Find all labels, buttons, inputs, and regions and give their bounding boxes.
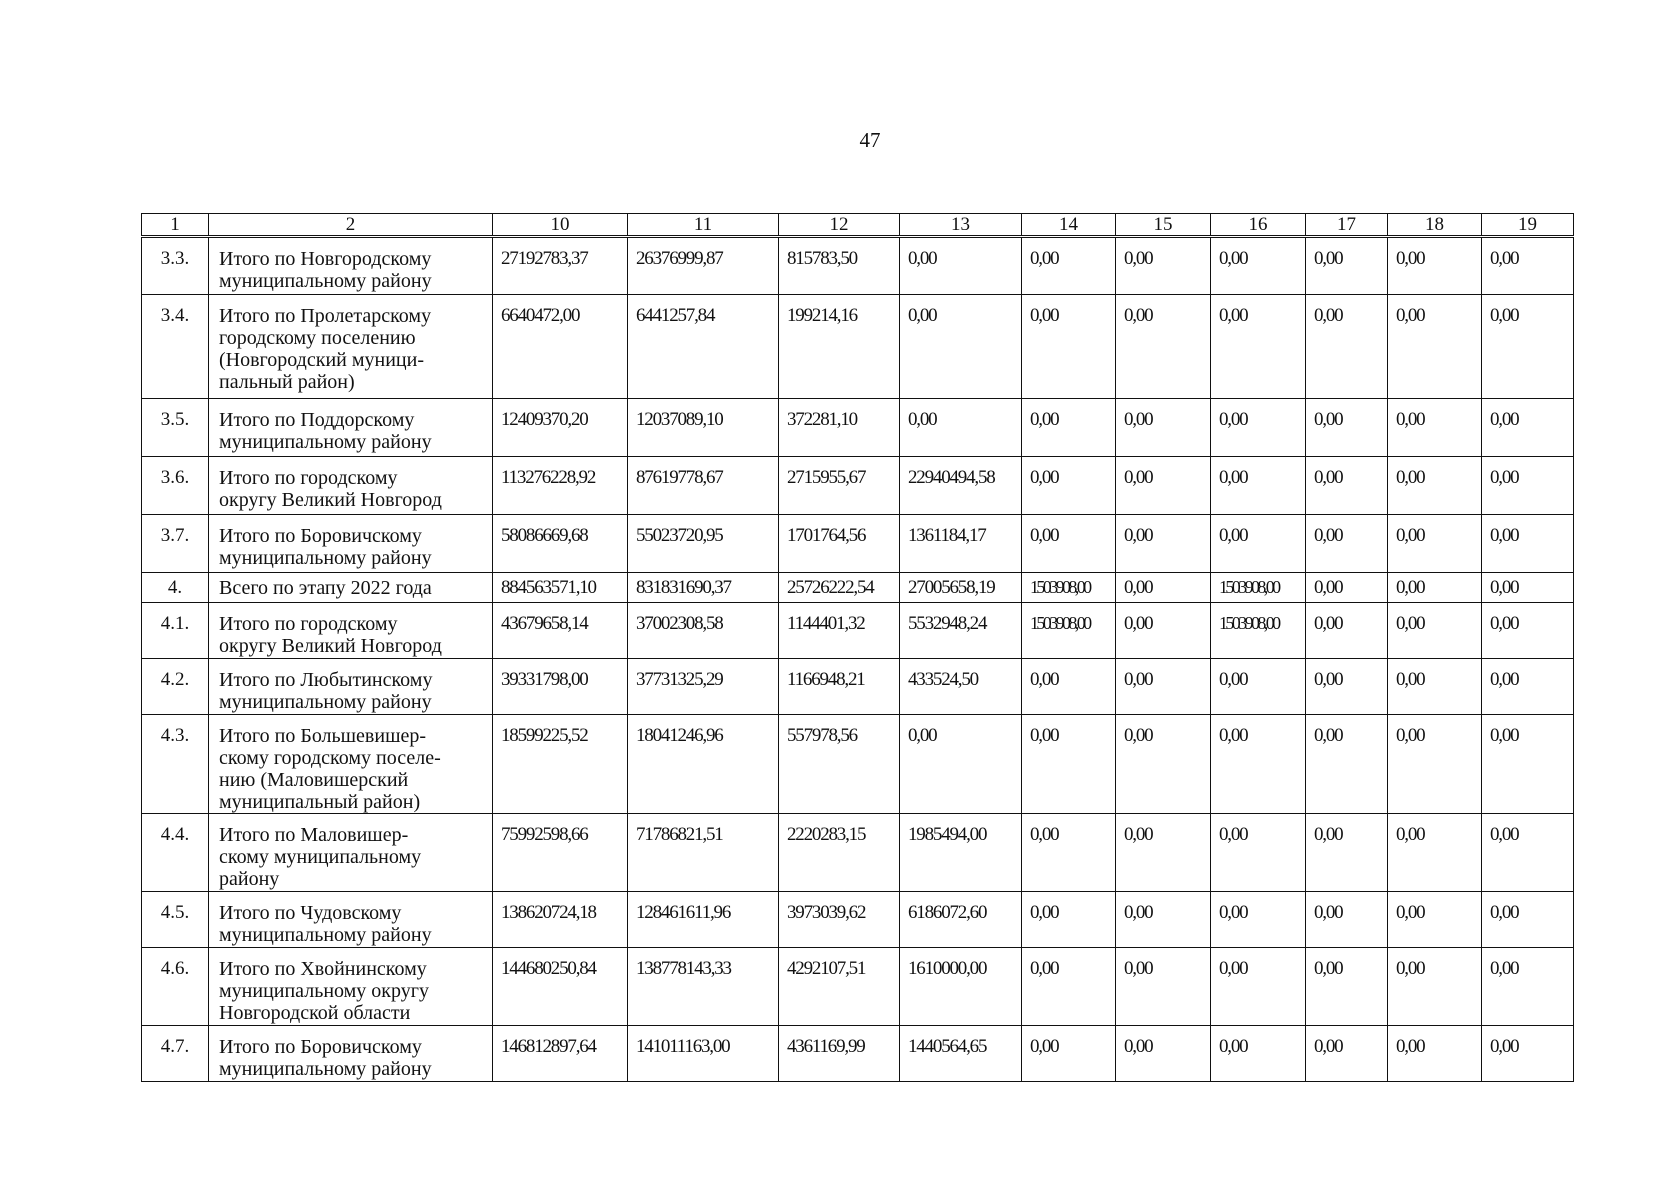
column-header: 16: [1211, 214, 1306, 237]
value-cell: 2715955,67: [779, 457, 900, 515]
value-cell: 0,00: [1211, 295, 1306, 399]
table-body: [142, 237, 1574, 1082]
row-number: 3.3.: [142, 237, 209, 295]
value-cell: 0,00: [1022, 1026, 1116, 1082]
column-header: 13: [900, 214, 1022, 237]
value-cell: 1144401,32: [779, 603, 900, 659]
value-cell: 884563571,10: [493, 573, 628, 603]
value-cell: 0,00: [1116, 603, 1211, 659]
row-number: 3.5.: [142, 399, 209, 457]
value-cell: 0,00: [1482, 1026, 1574, 1082]
value-cell: 0,00: [1022, 237, 1116, 295]
value-cell: 831831690,37: [628, 573, 779, 603]
row-name-line: скому городскому поселе-: [219, 747, 441, 769]
value-cell: 12037089,10: [628, 399, 779, 457]
value-cell: 0,00: [1306, 715, 1388, 814]
value-cell: 0,00: [1482, 515, 1574, 573]
value-cell: 0,00: [900, 399, 1022, 457]
column-header: 11: [628, 214, 779, 237]
value-cell: 0,00: [1388, 237, 1482, 295]
value-cell: 1503908,00: [1022, 603, 1116, 659]
value-cell: 0,00: [1116, 948, 1211, 1026]
row-name-line: Итого по Большевишер-: [219, 725, 427, 747]
value-cell: 3973039,62: [779, 892, 900, 948]
value-cell: 0,00: [1482, 573, 1574, 603]
row-name: [209, 892, 493, 948]
table-row: [142, 948, 1574, 1026]
value-cell: 0,00: [1022, 892, 1116, 948]
table-row: [142, 295, 1574, 399]
row-name: [209, 457, 493, 515]
row-name-line: городскому поселению: [219, 327, 416, 349]
column-header: 12: [779, 214, 900, 237]
value-cell: 0,00: [1022, 659, 1116, 715]
row-name: [209, 399, 493, 457]
value-cell: 0,00: [1116, 659, 1211, 715]
value-cell: 0,00: [1211, 457, 1306, 515]
value-cell: 146812897,64: [493, 1026, 628, 1082]
value-cell: 1361184,17: [900, 515, 1022, 573]
value-cell: 433524,50: [900, 659, 1022, 715]
value-cell: 1610000,00: [900, 948, 1022, 1026]
value-cell: 1166948,21: [779, 659, 900, 715]
row-number: 4.7.: [142, 1026, 209, 1082]
column-header: 1: [142, 214, 209, 237]
value-cell: 27192783,37: [493, 237, 628, 295]
value-cell: 0,00: [1482, 948, 1574, 1026]
row-name: [209, 573, 493, 603]
value-cell: 22940494,58: [900, 457, 1022, 515]
value-cell: 0,00: [1482, 814, 1574, 892]
row-name-line: муниципальному району: [219, 270, 432, 292]
value-cell: 0,00: [1116, 237, 1211, 295]
row-number: 3.4.: [142, 295, 209, 399]
row-name-line: Итого по Чудовскому: [219, 902, 402, 924]
value-cell: 0,00: [1211, 659, 1306, 715]
row-name-line: Всего по этапу 2022 года: [219, 577, 432, 599]
value-cell: 0,00: [1116, 457, 1211, 515]
value-cell: 0,00: [1116, 295, 1211, 399]
row-name: [209, 603, 493, 659]
row-name: [209, 715, 493, 814]
value-cell: 815783,50: [779, 237, 900, 295]
value-cell: 0,00: [1388, 892, 1482, 948]
value-cell: 113276228,92: [493, 457, 628, 515]
column-header: 17: [1306, 214, 1388, 237]
value-cell: 0,00: [1116, 515, 1211, 573]
row-name: [209, 237, 493, 295]
value-cell: 138778143,33: [628, 948, 779, 1026]
value-cell: 1985494,00: [900, 814, 1022, 892]
value-cell: 0,00: [1388, 659, 1482, 715]
value-cell: 0,00: [1211, 1026, 1306, 1082]
value-cell: 0,00: [1022, 399, 1116, 457]
value-cell: 39331798,00: [493, 659, 628, 715]
data-table: [141, 213, 1574, 1082]
row-name-line: муниципальному району: [219, 924, 432, 946]
row-name-line: району: [219, 868, 280, 890]
value-cell: 37002308,58: [628, 603, 779, 659]
column-header: 10: [493, 214, 628, 237]
row-name-line: муниципальному округу: [219, 980, 429, 1002]
value-cell: 25726222,54: [779, 573, 900, 603]
value-cell: 87619778,67: [628, 457, 779, 515]
row-name-line: округу Великий Новгород: [219, 635, 442, 657]
value-cell: 0,00: [1388, 457, 1482, 515]
value-cell: 6441257,84: [628, 295, 779, 399]
table-row: [142, 237, 1574, 295]
value-cell: 0,00: [1306, 659, 1388, 715]
value-cell: 0,00: [900, 295, 1022, 399]
row-name-line: Новгородской области: [219, 1002, 411, 1024]
value-cell: 0,00: [1306, 892, 1388, 948]
value-cell: 12409370,20: [493, 399, 628, 457]
value-cell: 0,00: [1306, 399, 1388, 457]
row-name: [209, 659, 493, 715]
table-header-row: [142, 214, 1574, 237]
value-cell: 0,00: [1388, 948, 1482, 1026]
value-cell: 199214,16: [779, 295, 900, 399]
column-header: 15: [1116, 214, 1211, 237]
row-number: 4.5.: [142, 892, 209, 948]
table-row: [142, 814, 1574, 892]
value-cell: 1503908,00: [1211, 603, 1306, 659]
row-name: [209, 515, 493, 573]
row-name-line: Итого по городскому: [219, 613, 398, 635]
row-name-line: муниципальному району: [219, 547, 432, 569]
value-cell: 0,00: [1482, 603, 1574, 659]
row-number: 4.3.: [142, 715, 209, 814]
value-cell: 0,00: [1306, 948, 1388, 1026]
row-name: [209, 1026, 493, 1082]
value-cell: 138620724,18: [493, 892, 628, 948]
row-name-line: муниципальному району: [219, 691, 432, 713]
row-name-line: нию (Маловишерский: [219, 769, 409, 791]
value-cell: 0,00: [1211, 715, 1306, 814]
value-cell: 0,00: [900, 715, 1022, 814]
value-cell: 0,00: [1211, 948, 1306, 1026]
row-name-line: (Новгородский муници-: [219, 349, 424, 371]
value-cell: 4361169,99: [779, 1026, 900, 1082]
value-cell: 0,00: [1211, 892, 1306, 948]
value-cell: 18599225,52: [493, 715, 628, 814]
row-number: 4.4.: [142, 814, 209, 892]
value-cell: 55023720,95: [628, 515, 779, 573]
table-row: [142, 399, 1574, 457]
value-cell: 128461611,96: [628, 892, 779, 948]
row-number: 4.1.: [142, 603, 209, 659]
value-cell: 0,00: [1306, 457, 1388, 515]
value-cell: 0,00: [1482, 715, 1574, 814]
value-cell: 0,00: [1306, 515, 1388, 573]
row-name-line: округу Великий Новгород: [219, 489, 442, 511]
row-name-line: Итого по городскому: [219, 467, 398, 489]
row-name-line: Итого по Любытинскому: [219, 669, 433, 691]
value-cell: 0,00: [1482, 457, 1574, 515]
value-cell: 0,00: [1116, 399, 1211, 457]
value-cell: 0,00: [1211, 399, 1306, 457]
value-cell: 0,00: [1022, 948, 1116, 1026]
row-name-line: пальный район): [219, 371, 355, 393]
value-cell: 0,00: [1482, 892, 1574, 948]
value-cell: 0,00: [1116, 892, 1211, 948]
table-row: [142, 573, 1574, 603]
value-cell: 6640472,00: [493, 295, 628, 399]
row-number: 3.7.: [142, 515, 209, 573]
value-cell: 71786821,51: [628, 814, 779, 892]
value-cell: 18041246,96: [628, 715, 779, 814]
row-name-line: муниципальному району: [219, 1058, 432, 1080]
value-cell: 0,00: [1482, 659, 1574, 715]
row-name: [209, 295, 493, 399]
row-number: 4.: [142, 573, 209, 603]
value-cell: 0,00: [1022, 515, 1116, 573]
value-cell: 1440564,65: [900, 1026, 1022, 1082]
value-cell: 0,00: [1482, 399, 1574, 457]
column-header: 19: [1482, 214, 1574, 237]
value-cell: 37731325,29: [628, 659, 779, 715]
row-name: [209, 948, 493, 1026]
row-name: [209, 814, 493, 892]
value-cell: 26376999,87: [628, 237, 779, 295]
value-cell: 0,00: [1022, 295, 1116, 399]
value-cell: 75992598,66: [493, 814, 628, 892]
value-cell: 0,00: [1388, 573, 1482, 603]
row-name-line: Итого по Поддорскому: [219, 409, 415, 431]
value-cell: 0,00: [1388, 603, 1482, 659]
value-cell: 0,00: [1022, 457, 1116, 515]
value-cell: 1503908,00: [1022, 573, 1116, 603]
table-row: [142, 1026, 1574, 1082]
table-row: [142, 515, 1574, 573]
value-cell: 4292107,51: [779, 948, 900, 1026]
value-cell: 0,00: [1306, 237, 1388, 295]
table-row: [142, 715, 1574, 814]
value-cell: 141011163,00: [628, 1026, 779, 1082]
value-cell: 0,00: [1116, 814, 1211, 892]
value-cell: 0,00: [1388, 515, 1482, 573]
value-cell: 1701764,56: [779, 515, 900, 573]
value-cell: 0,00: [1116, 1026, 1211, 1082]
value-cell: 0,00: [1482, 237, 1574, 295]
value-cell: 0,00: [1116, 573, 1211, 603]
table-row: [142, 892, 1574, 948]
value-cell: 0,00: [1116, 715, 1211, 814]
page-number: 47: [859, 128, 881, 152]
table-row: [142, 659, 1574, 715]
value-cell: 0,00: [1211, 814, 1306, 892]
value-cell: 6186072,60: [900, 892, 1022, 948]
value-cell: 58086669,68: [493, 515, 628, 573]
value-cell: 372281,10: [779, 399, 900, 457]
value-cell: 0,00: [900, 237, 1022, 295]
row-name-line: Итого по Боровичскому: [219, 1036, 422, 1058]
value-cell: 0,00: [1388, 715, 1482, 814]
row-name-line: муниципальный район): [219, 791, 421, 813]
table-row: [142, 457, 1574, 515]
value-cell: 0,00: [1306, 603, 1388, 659]
column-header: 2: [209, 214, 493, 237]
value-cell: 0,00: [1388, 814, 1482, 892]
value-cell: 0,00: [1482, 295, 1574, 399]
row-name-line: Итого по Пролетарскому: [219, 305, 432, 327]
value-cell: 0,00: [1022, 715, 1116, 814]
row-name-line: Итого по Маловишер-: [219, 824, 409, 846]
row-name-line: скому муниципальному: [219, 846, 422, 868]
column-header: 14: [1022, 214, 1116, 237]
row-name-line: Итого по Боровичскому: [219, 525, 422, 547]
value-cell: 27005658,19: [900, 573, 1022, 603]
value-cell: 0,00: [1388, 295, 1482, 399]
value-cell: 0,00: [1388, 399, 1482, 457]
value-cell: 0,00: [1211, 515, 1306, 573]
value-cell: 0,00: [1211, 237, 1306, 295]
value-cell: 0,00: [1306, 295, 1388, 399]
value-cell: 0,00: [1388, 1026, 1482, 1082]
value-cell: 0,00: [1306, 814, 1388, 892]
row-number: 4.2.: [142, 659, 209, 715]
table-row: [142, 603, 1574, 659]
row-number: 3.6.: [142, 457, 209, 515]
value-cell: 144680250,84: [493, 948, 628, 1026]
value-cell: 5532948,24: [900, 603, 1022, 659]
row-number: 4.6.: [142, 948, 209, 1026]
row-name-line: Итого по Новгородскому: [219, 248, 432, 270]
value-cell: 1503908,00: [1211, 573, 1306, 603]
value-cell: 0,00: [1306, 573, 1388, 603]
value-cell: 0,00: [1022, 814, 1116, 892]
column-header: 18: [1388, 214, 1482, 237]
value-cell: 43679658,14: [493, 603, 628, 659]
value-cell: 0,00: [1306, 1026, 1388, 1082]
value-cell: 2220283,15: [779, 814, 900, 892]
row-name-line: муниципальному району: [219, 431, 432, 453]
value-cell: 557978,56: [779, 715, 900, 814]
row-name-line: Итого по Хвойнинскому: [219, 958, 427, 980]
